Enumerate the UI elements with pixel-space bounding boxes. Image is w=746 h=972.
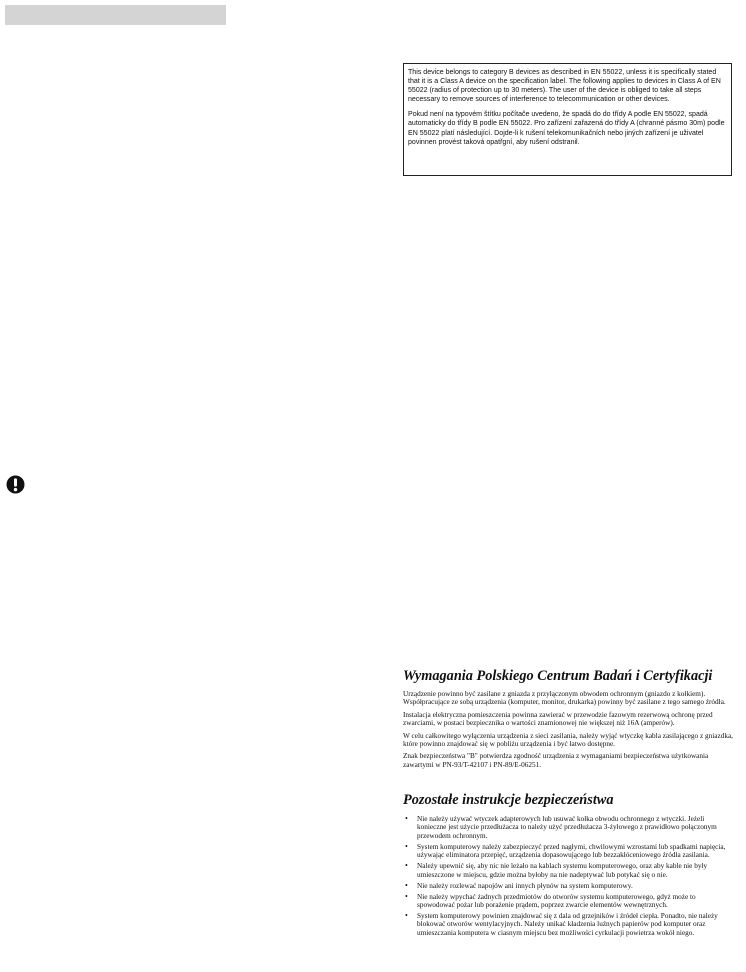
- other-safety-section: [403, 792, 733, 937]
- bullet-icon: •: [405, 814, 408, 823]
- pcbc-paragraph: Znak bezpieczeństwa "B" potwierdza zgodność urządzenia z wymaganiami bezpieczeństwa użytkowania zawartymi w PN-93/T-42107 i PN-89/E-06251.: [403, 752, 709, 769]
- safety-item-text: System komputerowy powinien znajdować się z dala od grzejników i źródeł ciepła. Ponadto, nie należy blokować otworów wentylacyjnych. Należy unikać kładzenia luźnych papierów pod komputer oraz umieszczania komputera w ciasnym miejscu bez możliwości cyrkulacji powietrza wokół niego.: [417, 912, 718, 937]
- list-item: [403, 882, 733, 890]
- pcbc-requirements-section: [403, 668, 733, 769]
- emc-notice-english: This device belongs to category B devices as described in EN 55022, unless it is specifically stated that it is a Class A device on the specification label. The following applies to devices in Class A of EN 55022 (radius of protection up to 30 meters). The user of the device is obliged to take all steps necessary to remove sources of interference to telecommunication or other devices.: [408, 69, 721, 104]
- list-item: [403, 862, 733, 879]
- other-safety-title: Pozostałe instrukcje bezpieczeństwa: [403, 792, 614, 808]
- bullet-icon: •: [405, 841, 408, 851]
- bullet-icon: •: [405, 911, 408, 921]
- emc-notice-czech: Pokud není na typovém štítku počítače uvedeno, že spadá do do třídy A podle EN 55022, spadá automaticky do třídy B podle EN 55022. Pro zařízení zařazená do třídy A (chranné pásmo 30m) podle EN 55022 platí následující. Dojde-li k rušení telekomunikačních nebo jiných zařízení je uživatel povinnen provést taková opatřgní, aby rušení odstranil.: [408, 111, 725, 146]
- safety-item-text: Nie należy używać wtyczek adapterowych lub usuwać kołka obwodu ochronnego z wtyczki. Jeżeli konieczne jest użycie przedłużacza to należy użyć przedłużacza 3-żyłowego z prawidłowo połączonym przewodem ochronnym.: [417, 815, 717, 840]
- safety-item-text: Nie należy rozlewać napojów ani innych płynów na system komputerowy.: [417, 881, 633, 890]
- pcbc-paragraph: Urządzenie powinno być zasilane z gniazda z przyłączonym obwodem ochronnym (gniazdo z kołkiem). Współpracujące ze sobą urządzenia (komputer, monitor, drukarka) powinny być zasilane z tego samego źródła.: [403, 690, 726, 707]
- exclamation-warning-icon: [6, 475, 25, 499]
- emc-notice-box: [403, 63, 732, 176]
- safety-item-text: Należy upewnić się, aby nic nie leżało na kablach systemu komputerowego, oraz aby kable nie były umieszczone w miejscu, gdzie można byłoby na nie nadeptywać lub potykać się o nie.: [417, 862, 708, 879]
- safety-list: [403, 815, 733, 937]
- pcbc-paragraph: Instalacja elektryczna pomieszczenia powinna zawierać w przewodzie fazowym rezerwową ochronę przed zwarciami, w postaci bezpiecznika o wartości znamionowej nie większej niż 16A (amperów).: [403, 710, 713, 728]
- bullet-icon: •: [405, 880, 408, 890]
- list-item: [403, 893, 733, 910]
- pcbc-title: Wymagania Polskiego Centrum Badań i Certyfikacji: [403, 668, 713, 684]
- list-item: [403, 843, 733, 860]
- pcbc-paragraph: W celu całkowitego wyłączenia urządzenia z sieci zasilania, należy wyjąć wtyczkę kabla zasilającego z gniazdka, które powinno znajdować się w pobliżu urządzenia i być łatwo dostępne.: [403, 731, 733, 749]
- safety-item-text: Nie należy wpychać żadnych przedmiotów do otworów systemu komputerowego, gdyż może to spowodować pożar lub porażenie prądem, poprzez zwarcie elementów wewnętrznych.: [417, 892, 696, 910]
- bullet-icon: •: [405, 861, 408, 871]
- bullet-icon: •: [405, 891, 408, 901]
- header-bar: [5, 5, 226, 25]
- list-item: [403, 815, 733, 840]
- safety-item-text: System komputerowy należy zabezpieczyć przed nagłymi, chwilowymi wzrostami lub spadkami napięcia, używając eliminatora przepięć, urządzenia dopasowującego lub bezzakłóceniowego źródła zasilania.: [417, 842, 726, 860]
- list-item: [403, 912, 733, 937]
